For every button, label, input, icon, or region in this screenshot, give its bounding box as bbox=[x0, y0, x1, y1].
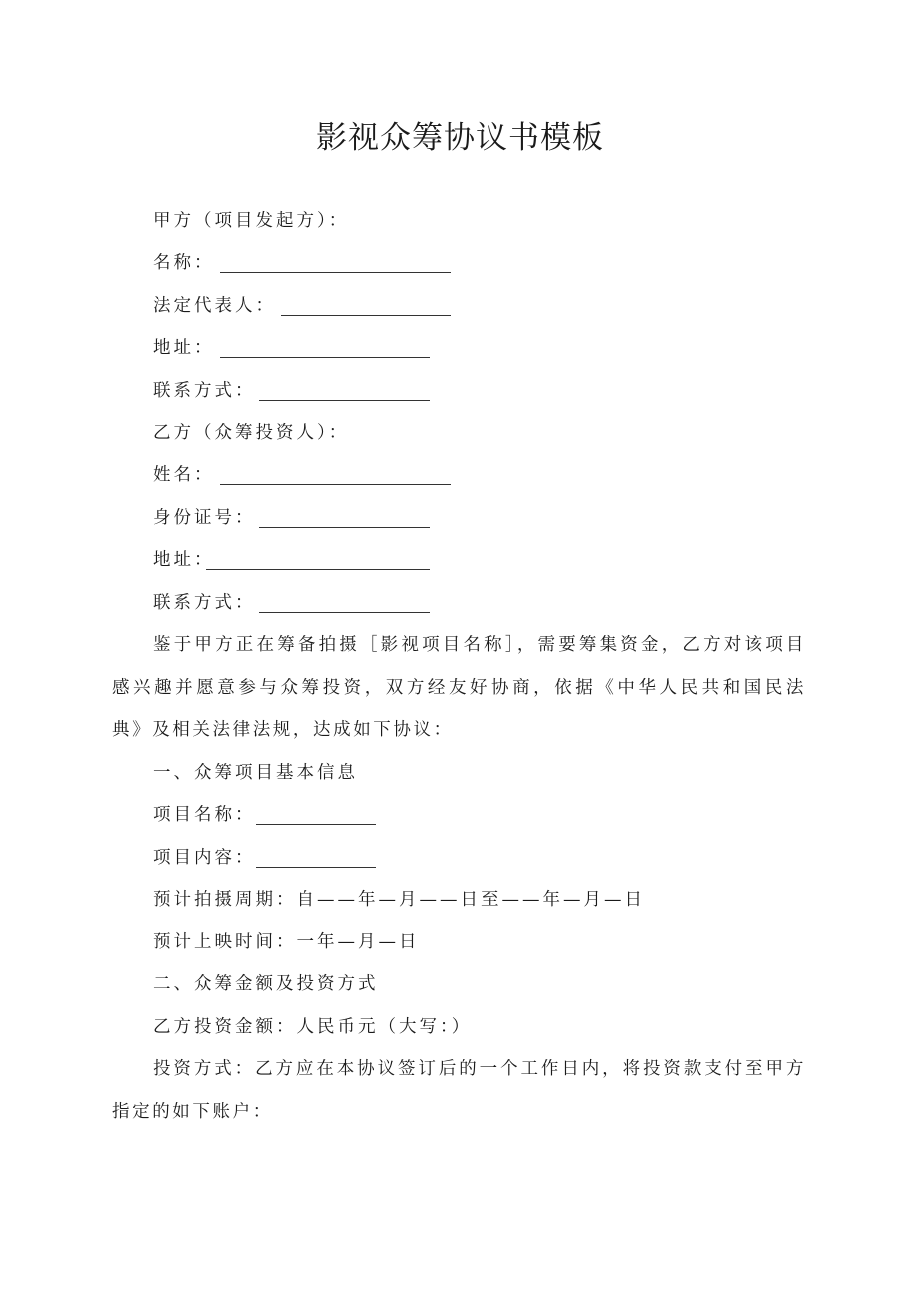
project-content-blank[interactable] bbox=[256, 867, 376, 868]
document-title: 影视众筹协议书模板 bbox=[316, 120, 604, 156]
party-a-name-blank[interactable] bbox=[220, 272, 451, 273]
party-b-heading: 乙方（众筹投资人）： bbox=[153, 423, 350, 443]
project-content-label: 项目内容： bbox=[153, 848, 256, 868]
party-b-address-blank[interactable] bbox=[206, 569, 430, 570]
shooting-period-line: 预计拍摄周期：自——年—月——日至——年—月—日 bbox=[153, 890, 645, 910]
project-name-blank[interactable] bbox=[256, 824, 376, 825]
party-a-heading: 甲方（项目发起方）： bbox=[153, 211, 350, 231]
party-b-contact-label: 联系方式： bbox=[153, 593, 256, 613]
preamble-paragraph: 鉴于甲方正在筹备拍摄［影视项目名称］，需要筹集资金，乙方对该项目感兴趣并愿意参与众筹投资，双方经友好协商，依据《中华人民共和国民法典》及相关法律法规，达成如下协议： bbox=[112, 635, 806, 740]
release-time-line: 预计上映时间：一年—月—日 bbox=[153, 932, 420, 952]
section-1-heading: 一、众筹项目基本信息 bbox=[153, 763, 358, 783]
party-b-address-label: 地址： bbox=[153, 550, 215, 570]
investment-method-paragraph: 投资方式：乙方应在本协议签订后的一个工作日内，将投资款支付至甲方指定的如下账户： bbox=[112, 1059, 806, 1122]
party-b-id-blank[interactable] bbox=[259, 527, 430, 528]
section-2-heading: 二、众筹金额及投资方式 bbox=[153, 974, 379, 994]
party-a-address-label: 地址： bbox=[153, 338, 215, 358]
party-a-rep-blank[interactable] bbox=[281, 315, 451, 316]
party-a-contact-label: 联系方式： bbox=[153, 381, 256, 401]
party-b-name-blank[interactable] bbox=[220, 484, 451, 485]
project-name-label: 项目名称： bbox=[153, 805, 256, 825]
party-a-contact-blank[interactable] bbox=[259, 400, 430, 401]
party-b-contact-blank[interactable] bbox=[259, 612, 430, 613]
party-a-address-blank[interactable] bbox=[220, 357, 430, 358]
party-b-name-label: 姓名： bbox=[153, 465, 215, 485]
party-a-rep-label: 法定代表人： bbox=[153, 296, 276, 316]
investment-amount-line: 乙方投资金额：人民币元（大写：） bbox=[153, 1017, 473, 1037]
party-b-id-label: 身份证号： bbox=[153, 508, 256, 528]
party-a-name-label: 名称： bbox=[153, 253, 215, 273]
